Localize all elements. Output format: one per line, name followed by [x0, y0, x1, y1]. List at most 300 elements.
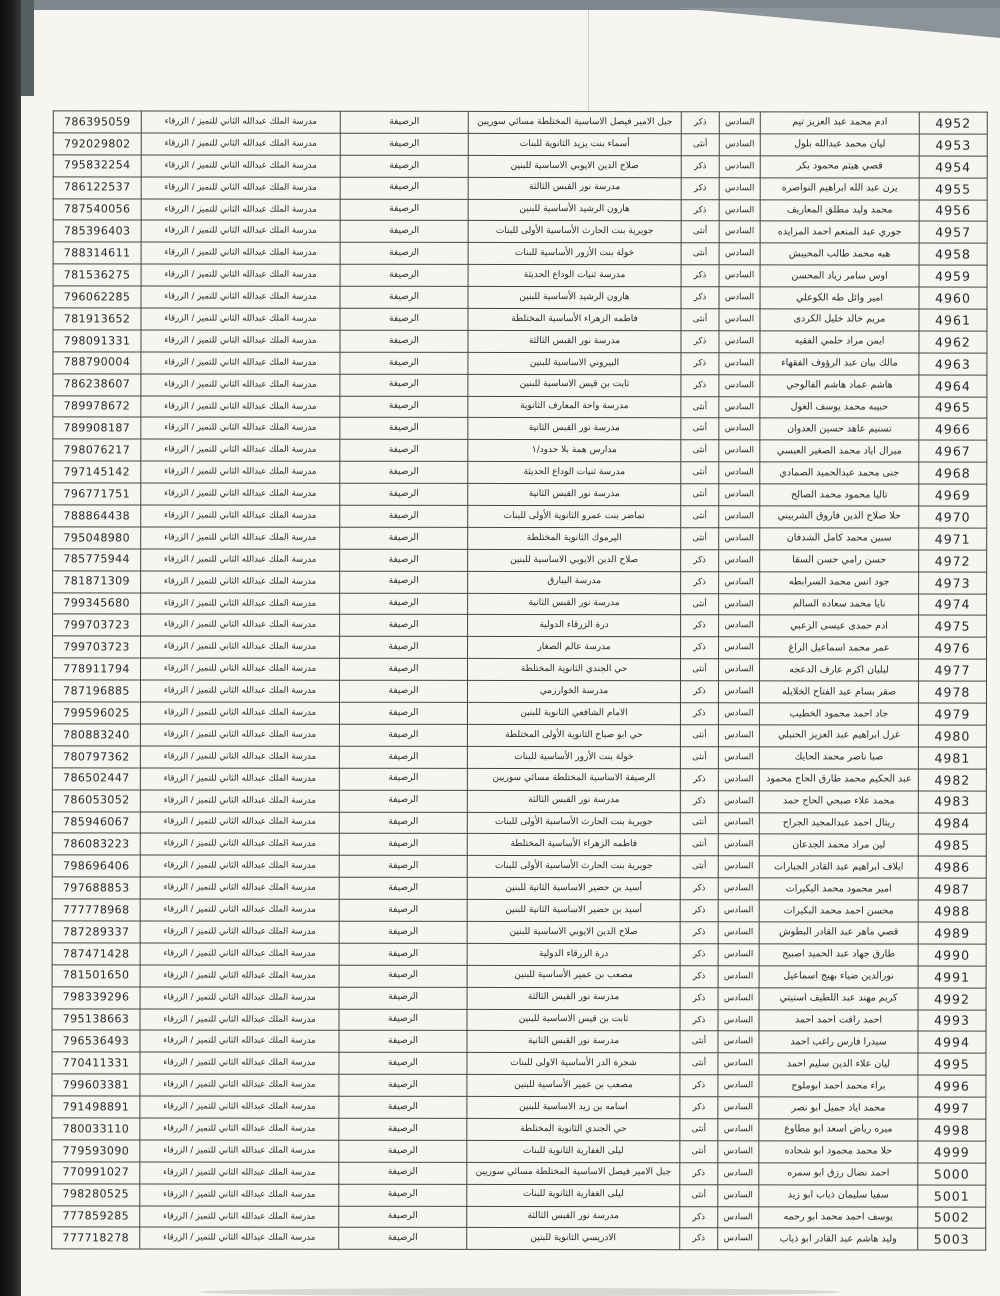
gender-cell: ذكر [681, 265, 719, 287]
school-cell: هارون الرشيد الأساسية للبنين [468, 287, 681, 309]
directorate-cell: الرصيفة [339, 768, 467, 790]
gender-cell: أنثى [680, 1031, 718, 1053]
name-cell: تاليا محمود محمد الصالح [760, 484, 919, 506]
district-cell: مدرسة الملك عبدالله الثاني للتميز / الزرقاء [141, 527, 340, 549]
district-cell: مدرسة الملك عبدالله الثاني للتميز / الزرقاء [140, 899, 339, 921]
name-cell: ريتال احمد عبدالمجيد الجراح [759, 812, 918, 834]
gender-cell: ذكر [680, 922, 718, 944]
phone-cell: 797145142 [53, 461, 141, 483]
district-cell: مدرسة الملك عبدالله الثاني للتميز / الزرقاء [140, 943, 339, 965]
school-cell: شجرة الدر الأساسية الاولى للبنات [467, 1053, 680, 1075]
name-cell: ميره رياض اسعد ابو مطاوع [759, 1119, 918, 1141]
gender-cell: ذكر [681, 112, 719, 134]
grade-cell: السادس [718, 987, 759, 1009]
table-row [53, 308, 987, 331]
grade-cell: السادس [718, 1163, 759, 1185]
gender-cell: أنثى [681, 221, 719, 243]
phone-cell: 787196885 [52, 680, 140, 702]
school-cell: أسماء بنت يزيد الثانوية للبنات [468, 133, 681, 155]
directorate-cell: الرصيفة [340, 308, 468, 330]
grade-cell: السادس [719, 593, 760, 615]
directorate-cell: الرصيفة [339, 877, 467, 899]
phone-cell: 799603381 [52, 1074, 140, 1096]
district-cell: مدرسة الملك عبدالله الثاني للتميز / الزرقاء [140, 1140, 339, 1162]
table-row [52, 1096, 986, 1119]
phone-cell: 781536275 [53, 264, 141, 286]
serial-cell: 4981 [918, 747, 986, 769]
gender-cell: أنثى [681, 134, 719, 156]
directorate-cell: الرصيفة [340, 374, 468, 396]
serial-cell: 5003 [918, 1228, 986, 1250]
name-cell: ميرال اياد محمد الصغير العبسي [760, 440, 919, 462]
grade-cell: السادس [719, 571, 760, 593]
grade-cell: السادس [719, 265, 760, 287]
grade-cell: السادس [719, 418, 760, 440]
phone-cell: 799703723 [53, 636, 141, 658]
table-row [52, 1118, 986, 1141]
gender-cell: أنثى [681, 418, 719, 440]
directorate-cell: الرصيفة [340, 111, 468, 133]
directorate-cell: الرصيفة [339, 1053, 467, 1075]
directorate-cell: الرصيفة [339, 899, 467, 921]
grade-cell: السادس [718, 812, 759, 834]
grade-cell: السادس [719, 440, 760, 462]
gender-cell: أنثى [680, 747, 718, 769]
serial-cell: 4994 [918, 1031, 986, 1053]
serial-cell: 5000 [918, 1163, 986, 1185]
serial-cell: 4953 [919, 134, 987, 156]
phone-cell: 770991027 [52, 1162, 140, 1184]
serial-cell: 4993 [918, 1010, 986, 1032]
district-cell: مدرسة الملك عبدالله الثاني للتميز / الزرقاء [141, 330, 340, 352]
district-cell: مدرسة الملك عبدالله الثاني للتميز / الزرقاء [140, 724, 339, 746]
name-cell: نايا محمد سعاده السالم [760, 593, 919, 615]
district-cell: مدرسة الملك عبدالله الثاني للتميز / الزرقاء [141, 286, 340, 308]
name-cell: يزن عبد الله ابراهيم النواصره [760, 178, 919, 200]
gender-cell: ذكر [680, 987, 718, 1009]
scanner-top-right-wedge [670, 8, 1000, 38]
phone-cell: 777859285 [52, 1205, 140, 1227]
gender-cell: ذكر [681, 156, 719, 178]
table-row [53, 242, 987, 265]
school-cell: حي ابو صباح الثانوية الأولى المختلطة [467, 724, 680, 746]
grade-cell: السادس [718, 1009, 759, 1031]
directorate-cell: الرصيفة [339, 943, 467, 965]
serial-cell: 4963 [919, 353, 987, 375]
name-cell: مريم خالد خليل الكردى [760, 309, 919, 331]
school-cell: أسيد بن حضير الاساسية الثانية للبنين [467, 899, 680, 921]
directorate-cell: الرصيفة [339, 1184, 467, 1206]
district-cell: مدرسة الملك عبدالله الثاني للتميز / الزرقاء [141, 374, 340, 396]
gender-cell: أنثى [680, 812, 718, 834]
school-cell: ليلى الغفارية الثانوية للبنات [467, 1184, 680, 1206]
gender-cell: ذكر [680, 1228, 718, 1250]
grade-cell: السادس [718, 725, 759, 747]
name-cell: وليد هاشم عبد القادر ابو ذياب [759, 1228, 918, 1250]
table-row [52, 1074, 986, 1097]
gender-cell: أنثى [680, 1053, 718, 1075]
table-row [53, 549, 987, 572]
table-row [52, 943, 986, 966]
district-cell: مدرسة الملك عبدالله الثاني للتميز / الزرقاء [141, 461, 340, 483]
grade-cell: السادس [719, 112, 760, 134]
name-cell: عمر محمد اسماعيل الزاغ [760, 637, 919, 659]
gender-cell: أنثى [681, 506, 719, 528]
name-cell: براء محمد احمد ابوملوح [759, 1075, 918, 1097]
roster-table-body [52, 111, 988, 1251]
phone-cell: 781871309 [53, 571, 141, 593]
grade-cell: السادس [719, 199, 760, 221]
table-row [52, 1162, 986, 1185]
table-row [53, 439, 987, 462]
serial-cell: 4954 [919, 156, 987, 178]
serial-cell: 4955 [919, 178, 987, 200]
serial-cell: 4962 [919, 331, 987, 353]
table-row [53, 527, 987, 550]
serial-cell: 4988 [918, 900, 986, 922]
serial-cell: 4978 [918, 681, 986, 703]
phone-cell: 798280525 [52, 1183, 140, 1205]
directorate-cell: الرصيفة [340, 264, 468, 286]
name-cell: محمد وليد مطلق المعاريف [760, 199, 919, 221]
school-cell: مدرسة البيارق [468, 571, 681, 593]
school-cell: الادريسي الثانوية للبنين [467, 1228, 680, 1250]
district-cell: مدرسة الملك عبدالله الثاني للتميز / الزرقاء [141, 614, 340, 636]
school-cell: صلاح الدين الايوبي الاساسية للبنين [468, 155, 681, 177]
name-cell: صقر بسام عبد الفتاح الخلايله [759, 681, 918, 703]
school-cell: حي الجندي الثانوية المختلطة [468, 659, 681, 681]
phone-cell: 780797362 [52, 746, 140, 768]
phone-cell: 796062285 [53, 286, 141, 308]
district-cell: مدرسة الملك عبدالله الثاني للتميز / الزرقاء [141, 439, 340, 461]
grade-cell: السادس [718, 1053, 759, 1075]
gender-cell: أنثى [681, 462, 719, 484]
grade-cell: السادس [718, 1141, 759, 1163]
name-cell: احمد رافت احمد احمد [759, 1009, 918, 1031]
district-cell: مدرسة الملك عبدالله الثاني للتميز / الزرقاء [141, 505, 340, 527]
directorate-cell: الرصيفة [339, 965, 467, 987]
phone-cell: 792029802 [53, 133, 141, 155]
table-row [52, 1008, 986, 1031]
gender-cell: ذكر [680, 1206, 718, 1228]
directorate-cell: الرصيفة [339, 702, 467, 724]
grade-cell: السادس [719, 550, 760, 572]
district-cell: مدرسة الملك عبدالله الثاني للتميز / الزرقاء [140, 1008, 339, 1030]
gender-cell: ذكر [680, 1075, 718, 1097]
district-cell: مدرسة الملك عبدالله الثاني للتميز / الزرقاء [140, 877, 339, 899]
directorate-cell: الرصيفة [340, 155, 468, 177]
name-cell: ليان علاء الدين سليم احمد [759, 1053, 918, 1075]
phone-cell: 788314611 [53, 242, 141, 264]
gender-cell: ذكر [681, 177, 719, 199]
table-row [52, 899, 986, 922]
district-cell: مدرسة الملك عبدالله الثاني للتميز / الزرقاء [140, 1206, 339, 1228]
grade-cell: السادس [718, 966, 759, 988]
table-row [52, 702, 986, 725]
directorate-cell: الرصيفة [339, 812, 467, 834]
name-cell: سبين محمد كامل الشدفان [760, 528, 919, 550]
school-cell: مدارس همة بلا حدود/١ [468, 440, 681, 462]
table-row [53, 636, 987, 659]
serial-cell: 4995 [918, 1053, 986, 1075]
school-cell: مدرسة نور القبس الثالثة [467, 987, 680, 1009]
school-cell: حي الجندي الثانوية المختلطة [467, 1118, 680, 1140]
serial-cell: 4967 [919, 440, 987, 462]
table-row [53, 417, 987, 440]
table-row [52, 1030, 986, 1053]
school-cell: اسامه بن زيد الاساسية للبنين [467, 1097, 680, 1119]
gender-cell: ذكر [680, 703, 718, 725]
serial-cell: 4969 [919, 484, 987, 506]
district-cell: مدرسة الملك عبدالله الثاني للتميز / الزرقاء [141, 483, 340, 505]
name-cell: هاشم عماد هاشم الفالوجي [760, 375, 919, 397]
gender-cell: ذكر [680, 1009, 718, 1031]
name-cell: محمد اياد جميل ابو نصر [759, 1097, 918, 1119]
name-cell: سيدرا فارس راغب احمد [759, 1031, 918, 1053]
serial-cell: 4989 [918, 922, 986, 944]
phone-cell: 798091331 [53, 330, 141, 352]
table-row [52, 986, 986, 1009]
phone-cell: 799596025 [52, 702, 140, 724]
directorate-cell: الرصيفة [339, 1118, 467, 1140]
serial-cell: 4973 [919, 572, 987, 594]
gender-cell: ذكر [680, 1162, 718, 1184]
school-cell: جويرية بنت الحارث الأساسية الأولى للبنات [468, 221, 681, 243]
name-cell: احمد نضال رزق ابو سمره [759, 1163, 918, 1185]
gender-cell: ذكر [680, 878, 718, 900]
directorate-cell: الرصيفة [339, 856, 467, 878]
school-cell: مدرسة نور القبس الثالثة [467, 1206, 680, 1228]
phone-cell: 786083223 [52, 833, 140, 855]
gender-cell: أنثى [680, 659, 718, 681]
grade-cell: السادس [718, 790, 759, 812]
name-cell: حسن رامي حسن السقا [760, 550, 919, 572]
grade-cell: السادس [719, 396, 760, 418]
phone-cell: 799345680 [53, 592, 141, 614]
grade-cell: السادس [718, 856, 759, 878]
grade-cell: السادس [718, 1119, 759, 1141]
school-cell: أسيد بن حضير الاساسية الثانية للبنين [467, 878, 680, 900]
directorate-cell: الرصيفة [339, 1206, 467, 1228]
table-row [53, 264, 987, 287]
name-cell: حلا محمد محمود ابو شحاده [759, 1141, 918, 1163]
serial-cell: 4952 [919, 112, 987, 134]
name-cell: صبا ناصر محمد الحايك [759, 747, 918, 769]
phone-cell: 798696406 [52, 855, 140, 877]
serial-cell: 4965 [919, 397, 987, 419]
grade-cell: السادس [718, 1206, 759, 1228]
paper-fold-line [588, 10, 589, 110]
table-row [53, 374, 987, 397]
table-row [53, 155, 987, 178]
district-cell: مدرسة الملك عبدالله الثاني للتميز / الزرقاء [141, 658, 340, 680]
gender-cell: أنثى [681, 309, 719, 331]
serial-cell: 4997 [918, 1097, 986, 1119]
serial-cell: 4983 [918, 791, 986, 813]
name-cell: جنى محمد عبدالحميد الصمادي [760, 462, 919, 484]
serial-cell: 4972 [919, 550, 987, 572]
phone-cell: 788864438 [53, 505, 141, 527]
serial-cell: 4976 [919, 637, 987, 659]
phone-cell: 781501650 [52, 965, 140, 987]
directorate-cell: الرصيفة [340, 330, 468, 352]
gender-cell: ذكر [680, 790, 718, 812]
district-cell: مدرسة الملك عبدالله الثاني للتميز / الزرقاء [141, 636, 340, 658]
serial-cell: 4987 [918, 878, 986, 900]
district-cell: مدرسة الملك عبدالله الثاني للتميز / الزرقاء [140, 855, 339, 877]
serial-cell: 4975 [919, 616, 987, 638]
gender-cell: أنثى [681, 243, 719, 265]
phone-cell: 786122537 [53, 177, 141, 199]
grade-cell: السادس [719, 637, 760, 659]
name-cell: يوسف احمد محمد ابو رحمه [759, 1206, 918, 1228]
grade-cell: السادس [719, 353, 760, 375]
phone-cell: 785775944 [53, 549, 141, 571]
gender-cell: أنثى [680, 725, 718, 747]
serial-cell: 4958 [919, 243, 987, 265]
table-row [53, 330, 987, 353]
name-cell: حبيبه محمد يوسف الغول [760, 396, 919, 418]
school-cell: هارون الرشيد الأساسية للبنين [468, 199, 681, 221]
serial-cell: 4996 [918, 1075, 986, 1097]
school-cell: مدرسة ثنيات الوداع الحديثة [468, 265, 681, 287]
directorate-cell: الرصيفة [340, 571, 468, 593]
phone-cell: 789978672 [53, 395, 141, 417]
grade-cell: السادس [718, 922, 759, 944]
table-row [53, 395, 987, 418]
phone-cell: 785396403 [53, 220, 141, 242]
serial-cell: 4979 [918, 703, 986, 725]
directorate-cell: الرصيفة [339, 1140, 467, 1162]
table-row [52, 680, 986, 703]
gender-cell: أنثى [681, 396, 719, 418]
directorate-cell: الرصيفة [340, 352, 468, 374]
grade-cell: السادس [718, 747, 759, 769]
directorate-cell: الرصيفة [339, 1031, 467, 1053]
name-cell: ايمن مراد حلمي الفقيه [760, 331, 919, 353]
name-cell: قصي ماهر عبد القادر البطوش [759, 922, 918, 944]
table-row [52, 811, 986, 834]
phone-cell: 781913652 [53, 308, 141, 330]
district-cell: مدرسة الملك عبدالله الثاني للتميز / الزرقاء [141, 549, 340, 571]
serial-cell: 4991 [918, 966, 986, 988]
serial-cell: 4992 [918, 988, 986, 1010]
phone-cell: 799703723 [53, 614, 141, 636]
name-cell: نورالدين ضياء بهيج اسماعيل [759, 966, 918, 988]
grade-cell: السادس [719, 177, 760, 199]
name-cell: مالك بيان عبد الرؤوف الفقهاء [760, 353, 919, 375]
directorate-cell: الرصيفة [340, 177, 468, 199]
gender-cell: ذكر [681, 287, 719, 309]
gender-cell: أنثى [680, 1141, 718, 1163]
phone-cell: 786502447 [52, 768, 140, 790]
grade-cell: السادس [719, 156, 760, 178]
grade-cell: السادس [718, 1228, 759, 1250]
district-cell: مدرسة الملك عبدالله الثاني للتميز / الزرقاء [141, 417, 340, 439]
gender-cell: ذكر [681, 571, 719, 593]
district-cell: مدرسة الملك عبدالله الثاني للتميز / الزرقاء [140, 702, 339, 724]
serial-cell: 4968 [919, 462, 987, 484]
table-row [52, 833, 986, 856]
gender-cell: ذكر [681, 353, 719, 375]
directorate-cell: الرصيفة [339, 1096, 467, 1118]
district-cell: مدرسة الملك عبدالله الثاني للتميز / الزرقاء [140, 811, 339, 833]
grade-cell: السادس [719, 134, 760, 156]
directorate-cell: الرصيفة [340, 418, 468, 440]
gender-cell: ذكر [680, 965, 718, 987]
table-row [52, 789, 986, 812]
table-row [52, 965, 986, 988]
gender-cell: ذكر [680, 900, 718, 922]
table-row [52, 768, 986, 791]
grade-cell: السادس [719, 243, 760, 265]
serial-cell: 5002 [918, 1207, 986, 1229]
table-row [52, 877, 986, 900]
school-cell: تماضر بنت عمرو الثانوية الأولى للبنات [468, 505, 681, 527]
grade-cell: السادس [719, 615, 760, 637]
grade-cell: السادس [718, 1075, 759, 1097]
table-row [52, 855, 986, 878]
name-cell: ايلاف ابراهيم عبد القادر الجبارات [759, 856, 918, 878]
school-cell: مدرسة نور القبس الثانية [467, 1031, 680, 1053]
school-cell: جبل الامير فيصل الاساسية المختلطة مسائي سوريين [467, 1162, 680, 1184]
district-cell: مدرسة الملك عبدالله الثاني للتميز / الزرقاء [141, 264, 340, 286]
district-cell: مدرسة الملك عبدالله الثاني للتميز / الزرقاء [141, 155, 340, 177]
phone-cell: 787289337 [52, 921, 140, 943]
grade-cell: السادس [718, 703, 759, 725]
school-cell: جويرية بنت الحارث الأساسية الأولى للبنات [467, 812, 680, 834]
serial-cell: 4977 [918, 659, 986, 681]
name-cell: عبد الحكيم محمد طارق الحاج محمود [759, 769, 918, 791]
district-cell: مدرسة الملك عبدالله الثاني للتميز / الزرقاء [140, 746, 339, 768]
gender-cell: ذكر [681, 374, 719, 396]
table-row [53, 505, 987, 528]
school-cell: ثابت بن قيس الاساسية للبنين [467, 1009, 680, 1031]
name-cell: محمد علاء صبحي الحاج حمد [759, 790, 918, 812]
phone-cell: 770411331 [52, 1052, 140, 1074]
serial-cell: 4974 [919, 594, 987, 616]
grade-cell: السادس [718, 1184, 759, 1206]
phone-cell: 789908187 [53, 417, 141, 439]
school-cell: مدرسة نور القبس الثالثة [468, 330, 681, 352]
school-cell: خولة بنت الأزور الأساسية للبنات [467, 746, 680, 768]
district-cell: مدرسة الملك عبدالله الثاني للتميز / الزرقاء [141, 352, 340, 374]
grade-cell: السادس [718, 681, 759, 703]
phone-cell: 787540056 [53, 198, 141, 220]
district-cell: مدرسة الملك عبدالله الثاني للتميز / الزرقاء [140, 1227, 339, 1249]
gender-cell: أنثى [681, 440, 719, 462]
directorate-cell: الرصيفة [340, 286, 468, 308]
directorate-cell: الرصيفة [339, 1009, 467, 1031]
phone-cell: 797688853 [52, 877, 140, 899]
directorate-cell: الرصيفة [339, 921, 467, 943]
table-row [52, 1205, 986, 1228]
directorate-cell: الرصيفة [340, 505, 468, 527]
phone-cell: 796536493 [52, 1030, 140, 1052]
district-cell: مدرسة الملك عبدالله الثاني للتميز / الزرقاء [140, 987, 339, 1009]
district-cell: مدرسة الملك عبدالله الثاني للتميز / الزرقاء [141, 111, 340, 133]
serial-cell: 4984 [918, 813, 986, 835]
gender-cell: ذكر [680, 681, 718, 703]
phone-cell: 786238607 [53, 374, 141, 396]
school-cell: صلاح الدين الايوبي الاساسية للبنين [468, 549, 681, 571]
district-cell: مدرسة الملك عبدالله الثاني للتميز / الزرقاء [140, 921, 339, 943]
district-cell: مدرسة الملك عبدالله الثاني للتميز / الزرقاء [141, 593, 340, 615]
name-cell: اوس سامر زياد المحسن [760, 265, 919, 287]
name-cell: سفيا سليمان ذياب ابو زيد [759, 1184, 918, 1206]
school-cell: مصعب بن عمير الأساسية للبنين [467, 965, 680, 987]
table-row [53, 111, 987, 134]
